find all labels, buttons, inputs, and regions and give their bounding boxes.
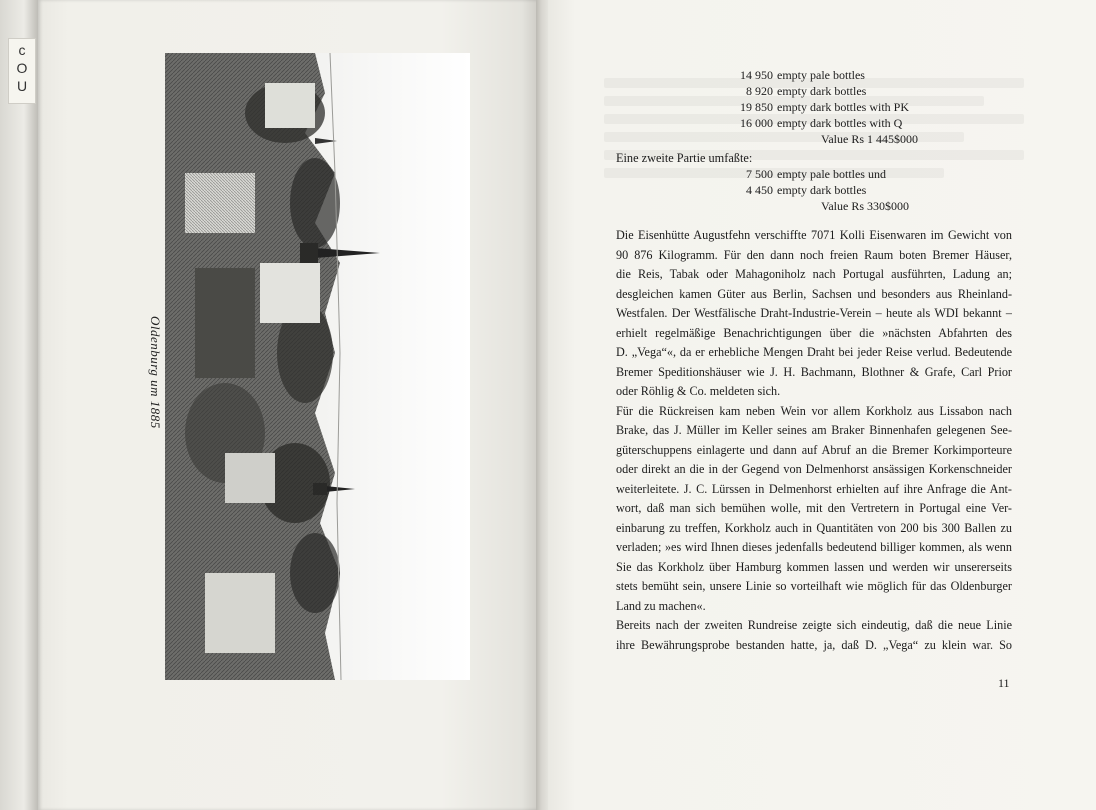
sticker-letter: c [18,42,26,58]
batch-qty: 8 920 [746,84,773,98]
text-line: Die Eisenhütte Augustfehn verschiffte 7071 Kolli Eisenwaren im Gewicht von [616,228,1012,242]
text-line: 90 876 Kilogramm. Für den dann noch freien Raum boten Bremer Häuser, [616,247,1012,262]
text-line: Bremer Speditionshäuser wie J. H. Bachmann, Blothner & Grafe, Carl Prior [616,364,1012,379]
batch-qty: 4 450 [746,183,773,197]
sticker-letter: O [16,60,28,76]
text-line: güterschuppens einlagerte und dann auf Abruf an die Bremer Korkimporteure [616,442,1012,457]
batch-qty: 16 000 [740,116,773,130]
text-line: weiterleitete. J. C. Lürssen in Delmenhorst erhielten auf ihre Anfrage die Ant- [616,481,1012,496]
text-line: ihre Bewährungsprobe bestanden hatte, ja, daß D. „Vega“ zu klein war. So [616,637,1012,652]
text-line: Westfalen. Der Westfälische Draht-Industrie-Verein – heute als WDI bekannt – [616,306,1012,320]
text-line: stets bemüht sein, unsere Linie so vorteilhaft wie möglich für das Oldenburger [616,579,1012,593]
background-book-edge [0,0,40,810]
batch-desc: empty pale bottles [777,68,865,82]
oldenburg-engraving [165,53,470,680]
batch-desc: empty dark bottles with PK [777,100,909,114]
batch-qty: 19 850 [740,100,773,114]
text-line: Brake, das J. Müller im Keller seines am Braker Binnenhafen gelegenen See- [616,423,1012,437]
text-line: die Reis, Tabak oder Mahagoniholz nach Portugal ausführten, Ladung an; [616,267,1012,281]
batch-desc: empty dark bottles with Q [777,116,903,130]
batch-desc: empty dark bottles [777,183,867,197]
engraving-caption: Oldenburg um 1885 [148,316,163,429]
text-line: verladen; »es wird Ihnen dieses jedenfalls bedeutend billiger kommen, als wenn [616,540,1012,554]
text-line: erhielt regelmäßige Benachrichtigungen über die »nächsten Abfahrten des [616,325,1012,340]
page-number: 11 [998,676,1010,690]
text-line: desgleichen kamen Güter aus Berlin, Sachsen und besonders aus Rheinland- [616,286,1012,301]
batch-value: Value Rs 330$000 [821,199,909,213]
batch-qty: 14 950 [740,68,773,82]
second-batch-intro: Eine zweite Partie umfaßte: [616,151,753,165]
text-line: Bereits nach der zweiten Rundreise zeigte sich eindeutig, daß die neue Linie [616,618,1012,632]
batch-desc: empty pale bottles und [777,167,886,181]
text-line: oder Röhlig & Co. meldeten sich. [616,384,781,398]
batch-qty: 7 500 [746,167,773,181]
batch-row [733,183,866,198]
library-sticker [8,38,36,104]
batch-value: Value Rs 1 445$000 [821,132,918,146]
text-line: Sie das Korkholz über Hamburg kommen lassen und werden wir unsererseits [616,559,1012,574]
sticker-letter: U [16,78,28,94]
text-line: D. „Vega“«, da er erhebliche Mengen Draht bei jeder Reise verlud. Bedeutende [616,345,1012,359]
batch-desc: empty dark bottles [777,84,867,98]
text-line: einbarung zu treffen, Korkholz auch in Quantitäten von 200 bis 300 Ballen zu [616,520,1012,535]
batch-row [733,100,909,115]
batch-row [733,116,902,131]
text-line: oder direkt an die in der Gegend von Delmenhorst ansässigen Korkenschneider [616,462,1012,476]
text-line: Land zu machen«. [616,598,706,613]
batch-row [733,68,865,83]
batch-row [733,84,866,99]
text-line: wort, daß man sich bemühen wolle, mit den Vertretern in Portugal eine Ver- [616,501,1012,515]
text-line: Für die Rückreisen kam neben Wein vor allem Korkholz aus Lissabon nach [616,403,1012,418]
batch-row [733,167,886,182]
